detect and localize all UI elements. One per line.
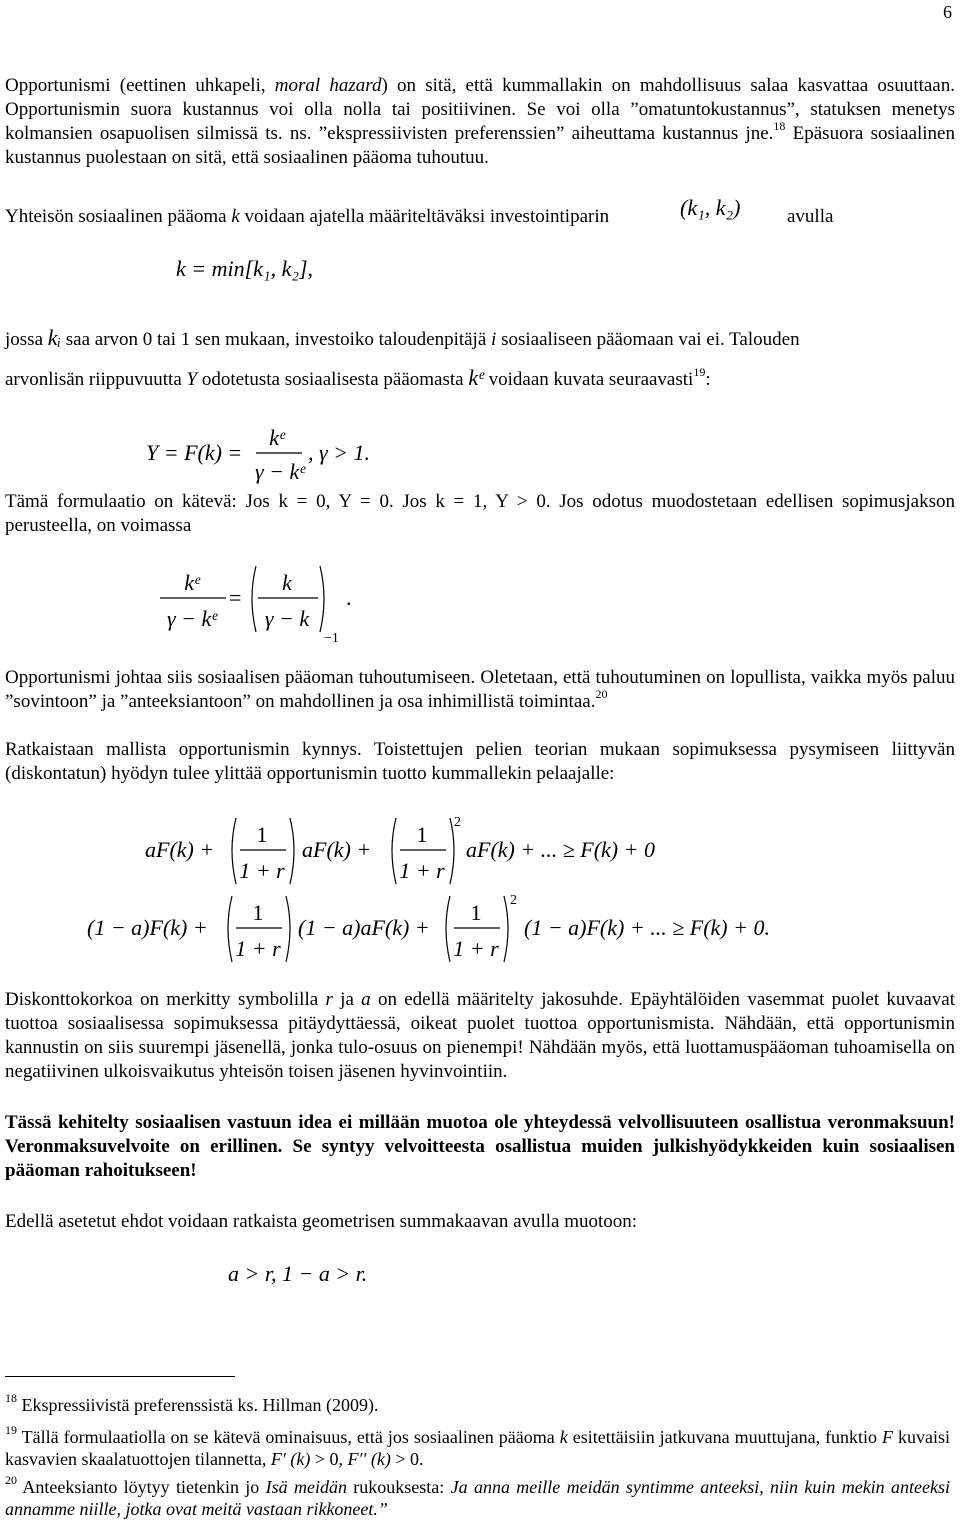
paragraph-threshold: Ratkaistaan mallista opportunismin kynnys. Toistettujen pelien teorian mukaan sopimuksessa pysymiseen liittyvän (diskontatun) hyödyn tulee ylittää opportunismin tuotto kummallekin pelaajalle:	[5, 739, 955, 784]
eq4-fraction2-denominator: 1 + r	[399, 858, 445, 883]
eq2-numerator: kᵉ	[269, 425, 285, 450]
eq5-fraction2-numerator: 1	[470, 900, 482, 925]
p7-text-b: ja	[332, 989, 362, 1010]
eq4-paren-2-left	[392, 818, 396, 884]
footnote-ref-19: 19	[693, 364, 706, 379]
eq5-term2: (1 − a)aF(k) +	[298, 915, 430, 940]
eq4-term3: aF(k) + ... ≥ F(k) + 0	[466, 837, 655, 862]
eq4-fraction2-numerator: 1	[416, 822, 428, 847]
footnote-separator	[5, 1376, 235, 1377]
p3-text-a: jossa	[5, 329, 43, 350]
p7-text-c: on edellä määritelty jakosuhde. Epäyhtälöiden vasemmat puolet kuvaavat tuottoa sosiaalisessa sopimuksessa pitäydyttäessä, oikeat puolet tuottoa opportunismista. Nähdään, että opportunismin kannustin on siis suurempi jäsenellä, jonka tulo-osuus on pienempi! Nähdään myös, että luottamuspääoman tuhoamisella on negatiivinen ulkoisvaikutus yhteisön toisen jäsenen hyvinvointiin.	[5, 989, 955, 1082]
p3-i: i	[491, 329, 497, 350]
fn19-F: F	[882, 1427, 894, 1447]
footnote-18	[5, 1391, 950, 1416]
p3-Y: Y	[186, 369, 198, 390]
fn18-text: Ekspressiivistä preferenssistä ks. Hillman (2009).	[17, 1395, 379, 1415]
footnote-20	[5, 1473, 950, 1520]
eq5-fraction2-denominator: 1 + r	[453, 936, 499, 961]
p3-ke: kᵉ	[468, 365, 484, 390]
equation-conditions: a > r, 1 − a > r.	[228, 1261, 368, 1286]
investment-pair: (k₁, k₂)	[680, 195, 741, 220]
footnote-ref-20: 20	[595, 686, 608, 701]
paragraph-value-added	[5, 326, 955, 352]
footnote-19	[5, 1423, 951, 1470]
fn20-isa-meidan: Isä meidän	[265, 1477, 347, 1497]
fn19-second-derivative: F′′ (k)	[347, 1449, 391, 1469]
fn20-number: 20	[5, 1473, 17, 1487]
eq4-exponent: 2	[454, 815, 461, 830]
p3-text-b: saa arvon 0 tai 1 sen mukaan, investoiko taloudenpitäjä	[61, 329, 492, 350]
p1-text-a: Opportunismi (eettinen uhkapeli,	[5, 75, 275, 96]
p1-text-c: Epäsuora sosiaalinen kustannus puolestaan on sitä, että sosiaalinen pääoma tuhoutuu.	[5, 123, 955, 168]
p3-text-d: arvonlisän riippuvuutta	[5, 369, 187, 390]
equation-inequality-2	[82, 890, 842, 968]
fn19-text-a: Tällä formulaatiolla on se kätevä ominaisuus, että jos sosiaalinen pääoma	[17, 1427, 560, 1447]
fn20-text-b: rukouksesta:	[346, 1477, 451, 1497]
fn19-k: k	[559, 1427, 568, 1447]
p7-a: a	[361, 989, 371, 1010]
fn20-quote: Ja anna meille meidän syntimme anteeksi, niin kuin mekin anteeksi annamme niille, jotka ovat meitä vastaan rikkoneet.”	[5, 1477, 950, 1519]
p3-text-c: sosiaaliseen pääomaan vai ei. Talouden	[496, 329, 800, 350]
fn20-text-a: Anteeksianto löytyy tietenkin jo	[17, 1477, 266, 1497]
paragraph-discount	[5, 988, 955, 1084]
eq3-end: .	[346, 585, 352, 610]
eq3-right-denominator: γ − k	[264, 606, 310, 631]
eq2-rhs: , γ > 1.	[308, 440, 371, 465]
p3-ki: kᵢ	[47, 325, 61, 350]
footnote-ref-18: 18	[773, 118, 786, 133]
fn19-text-b: esitettäisiin jatkuvana muuttujana, funktio	[567, 1427, 883, 1447]
fn19-first-derivative: F′ (k)	[270, 1449, 311, 1469]
equation-min: k = min[k₁, k₂],	[176, 256, 314, 281]
p1-moral-hazard: moral hazard	[274, 75, 382, 96]
p7-text-a: Diskonttokorkoa on merkitty symbolilla	[5, 989, 326, 1010]
p1-text-b: ) on sitä, että kummallakin on mahdollisuus salaa kasvattaa osuuttaan. Opportunismin suora kustannus voi olla nolla tai positiivinen. Se voi olla ”omatuntokustannus”, statuksen menetys kolmansien osapuolisen silmissä ts. ns. ”ekspressiivisten preferenssien” aiheuttama kustannus jne.	[5, 75, 955, 144]
eq3-left-paren	[252, 566, 256, 632]
eq5-paren-2-right	[504, 896, 508, 962]
fn19-number: 19	[5, 1423, 17, 1437]
fn19-text-e: > 0,	[310, 1449, 348, 1469]
eq3-equals: =	[229, 585, 242, 610]
eq5-exponent: 2	[510, 893, 517, 908]
eq5-paren-2-left	[446, 896, 450, 962]
eq4-fraction1-numerator: 1	[256, 822, 268, 847]
eq4-term2: aF(k) +	[302, 837, 372, 862]
fn19-text-c: kuvaisi kasvavien skaalatuottojen tilannetta,	[5, 1427, 951, 1469]
p2-avulla: avulla	[787, 206, 834, 227]
paragraph-formulation: Tämä formulaatio on kätevä: Jos k = 0, Y = 0. Jos k = 1, Y > 0. Jos odotus muodostetaan edellisen sopimusjakson perusteella, on voimassa	[5, 491, 955, 536]
page-number: 6	[943, 2, 952, 22]
eq2-denominator: γ − kᵉ	[254, 459, 306, 484]
paragraph-destruction	[5, 666, 955, 714]
p3-text-e: odotetusta sosiaalisesta pääomasta	[197, 369, 464, 390]
paragraph-geometric-sum: Edellä asetetut ehdot voidaan ratkaista geometrisen summakaavan avulla muotoon:	[5, 1211, 638, 1232]
equation-inequality-1	[140, 812, 700, 890]
fn19-text-f: > 0.	[390, 1449, 424, 1469]
p2-text-a: Yhteisön sosiaalinen pääoma	[5, 206, 232, 227]
p3-text-g: :	[705, 369, 711, 390]
equation-expectation	[150, 560, 380, 650]
eq3-subscript: −1	[324, 631, 339, 646]
p3-text-f: voidaan kuvata seuraavasti	[483, 369, 694, 390]
paragraph-value-added-line2	[5, 366, 955, 392]
eq4-paren-1-right	[290, 818, 294, 884]
eq3-right-numerator: k	[282, 570, 292, 595]
equation-output-function	[130, 415, 450, 491]
paragraph-opportunism	[5, 74, 955, 170]
eq5-fraction1-denominator: 1 + r	[235, 936, 281, 961]
p5-text: Opportunismi johtaa siis sosiaalisen pääoman tuhoutumiseen. Oletetaan, että tuhoutuminen on lopullista, vaikka myös paluu ”sovintoon” ja ”anteeksiantoon” on mahdollinen ja osa inhimillistä toimintaa.	[5, 667, 955, 712]
eq4-fraction1-denominator: 1 + r	[239, 858, 285, 883]
eq5-term1: (1 − a)F(k) +	[87, 915, 208, 940]
eq2-lhs: Y = F(k) =	[146, 440, 243, 465]
eq3-left-numerator: kᵉ	[184, 570, 200, 595]
eq4-term1: aF(k) +	[145, 837, 215, 862]
eq5-fraction1-numerator: 1	[252, 900, 264, 925]
eq5-paren-1-right	[286, 896, 290, 962]
fn18-number: 18	[5, 1391, 17, 1405]
p2-k: k	[231, 206, 240, 227]
p2-text-b: voidaan ajatella määriteltäväksi investointiparin	[239, 206, 610, 227]
eq3-left-denominator: γ − kᵉ	[166, 606, 218, 631]
eq3-right-paren	[320, 566, 324, 632]
eq4-paren-1-left	[232, 818, 236, 884]
p7-r: r	[325, 989, 333, 1010]
eq5-paren-1-left	[228, 896, 232, 962]
eq5-term3: (1 − a)F(k) + ... ≥ F(k) + 0.	[524, 915, 770, 940]
paragraph-social-responsibility: Tässä kehitelty sosiaalisen vastuun idea ei millään muotoa ole yhteydessä velvollisuuteen osallistua veronmaksuun! Veronmaksuvelvoite on erillinen. Se syntyy velvoitteesta osallistua muiden julkishyödykkeiden kuin sosiaalisen pääoman rahoitukseen!	[5, 1112, 955, 1181]
